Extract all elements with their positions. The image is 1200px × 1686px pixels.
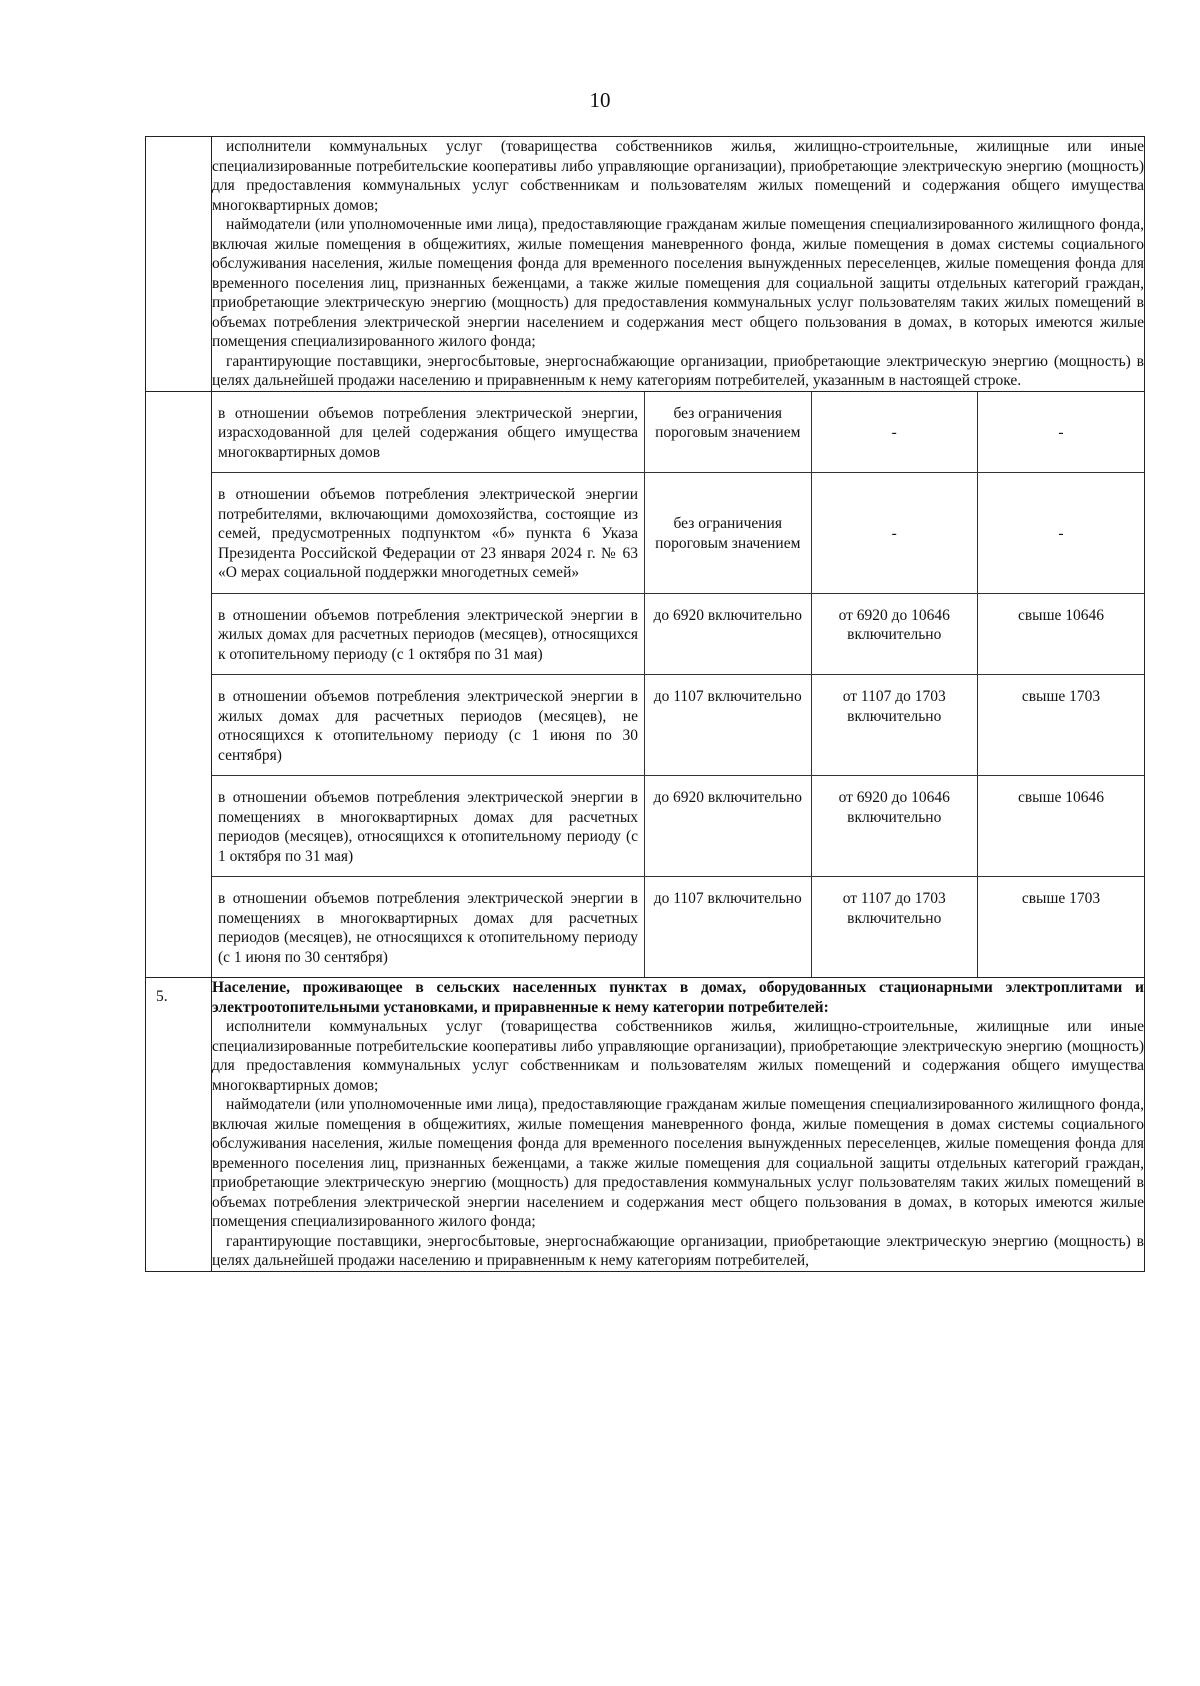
row-description: в отношении объемов потребления электрической энергии в помещениях в многоквартирных домах для расчетных периодов (месяцев), не относящихся к отопительному периоду (с 1 июня по 30 сентября) xyxy=(212,877,645,978)
intro-row xyxy=(146,137,1145,392)
intro-paragraph-3: гарантирующие поставщики, энергосбытовые, энергоснабжающие организации, приобретающие электрическую энергию (мощность) в целях дальнейшей продажи населению и приравненным к нему категориям потребителей, указанным в настоящей строке. xyxy=(212,352,1144,389)
page-number: 10 xyxy=(589,88,611,112)
row-description: в отношении объемов потребления электрической энергии в жилых домах для расчетных периодов (месяцев), не относящихся к отопительному периоду (с 1 июня по 30 сентября) xyxy=(212,675,645,776)
row-description: в отношении объемов потребления электрической энергии, израсходованной для целей содержания общего имущества многоквартирных домов xyxy=(212,392,645,473)
threshold-mid: от 1107 до 1703 включительно xyxy=(811,675,978,776)
threshold-low: до 1107 включительно xyxy=(645,675,812,776)
threshold-low: без ограничения пороговым значением xyxy=(645,473,812,594)
table-row xyxy=(212,675,1144,776)
row-number-cell xyxy=(146,391,212,978)
threshold-low: до 6920 включительно xyxy=(645,593,812,675)
threshold-high: - xyxy=(978,392,1145,473)
consumer-categories-block xyxy=(212,137,1145,392)
row-number-cell xyxy=(146,137,212,392)
item-5-title: Население, проживающее в сельских населенных пунктах в домах, оборудованных стационарными электроплитами и электроотопительными установками, и приравненные к нему категории потребителей: xyxy=(212,979,1144,1016)
threshold-mid: - xyxy=(811,473,978,594)
table-row xyxy=(212,473,1144,594)
threshold-low: до 1107 включительно xyxy=(645,877,812,978)
item-5-row xyxy=(146,978,1145,1272)
threshold-table xyxy=(212,392,1144,978)
threshold-table-cell xyxy=(212,391,1145,978)
row-description: в отношении объемов потребления электрической энергии в помещениях в многоквартирных домах для расчетных периодов (месяцев), относящихся к отопительному периоду (с 1 октября по 31 мая) xyxy=(212,776,645,877)
threshold-high: свыше 1703 xyxy=(978,675,1145,776)
threshold-high: свыше 1703 xyxy=(978,877,1145,978)
row-description: в отношении объемов потребления электрической энергии в жилых домах для расчетных периодов (месяцев), относящихся к отопительному периоду (с 1 октября по 31 мая) xyxy=(212,593,645,675)
table-row xyxy=(212,392,1144,473)
threshold-mid: от 1107 до 1703 включительно xyxy=(811,877,978,978)
item-5-paragraph-2: наймодатели (или уполномоченные ими лица), предоставляющие гражданам жилые помещения специализированного жилищного фонда, включая жилые помещения в общежитиях, жилые помещения маневренного фонда, жилые помещения в домах системы социального обслуживания населения, жилые помещения фонда для временного поселения вынужденных переселенцев, жилые помещения фонда для временного поселения лиц, признанных беженцами, а также жилые помещения для социальной защиты отдельных категорий граждан, приобретающие электрическую энергию (мощность) для предоставления коммунальных услуг пользователям таких жилых помещений в объемах потребления электрической энергии населением и содержания мест общего пользования в домах, в которых имеются жилые помещения специализированного жилого фонда; xyxy=(212,1096,1144,1230)
tariff-table xyxy=(145,136,1145,1272)
item-5-paragraph-1: исполнители коммунальных услуг (товарищества собственников жилья, жилищно-строительные, жилищные или иные специализированные потребительские кооперативы либо управляющие организации), приобретающие электрическую энергию (мощность) для предоставления коммунальных услуг собственникам и пользователям жилых помещений и содержания общего имущества многоквартирных домов; xyxy=(212,1018,1144,1094)
threshold-mid: - xyxy=(811,392,978,473)
intro-paragraph-2: наймодатели (или уполномоченные ими лица), предоставляющие гражданам жилые помещения специализированного жилищного фонда, включая жилые помещения в общежитиях, жилые помещения маневренного фонда, жилые помещения в домах системы социального обслуживания населения, жилые помещения фонда для временного поселения вынужденных переселенцев, жилые помещения фонда для временного поселения лиц, признанных беженцами, а также жилые помещения для социальной защиты отдельных категорий граждан, приобретающие электрическую энергию (мощность) для предоставления коммунальных услуг пользователям таких жилых помещений в объемах потребления электрической энергии населением и содержания мест общего пользования в домах, в которых имеются жилые помещения специализированного жилого фонда; xyxy=(212,216,1144,350)
threshold-low: до 6920 включительно xyxy=(645,776,812,877)
threshold-high: - xyxy=(978,473,1145,594)
row-description: в отношении объемов потребления электрической энергии потребителями, включающими домохозяйства, состоящие из семей, предусмотренных подпунктом «б» пункта 6 Указа Президента Российской Федерации от 23 января 2024 г. № 63 «О мерах социальной поддержки многодетных семей» xyxy=(212,473,645,594)
threshold-low: без ограничения пороговым значением xyxy=(645,392,812,473)
threshold-high: свыше 10646 xyxy=(978,776,1145,877)
threshold-mid: от 6920 до 10646 включительно xyxy=(811,593,978,675)
table-row xyxy=(212,877,1144,978)
threshold-rows xyxy=(146,391,1145,978)
threshold-mid: от 6920 до 10646 включительно xyxy=(811,776,978,877)
item-5-paragraph-3: гарантирующие поставщики, энергосбытовые, энергоснабжающие организации, приобретающие электрическую энергию (мощность) в целях дальнейшей продажи населению и приравненным к нему категориям потребителей, xyxy=(212,1232,1144,1269)
table-row xyxy=(212,776,1144,877)
item-5-content xyxy=(212,978,1145,1272)
table-row xyxy=(212,593,1144,675)
intro-paragraph-1: исполнители коммунальных услуг (товарищества собственников жилья, жилищно-строительные, жилищные или иные специализированные потребительские кооперативы либо управляющие организации), приобретающие электрическую энергию (мощность) для предоставления коммунальных услуг собственникам и пользователям жилых помещений и содержания общего имущества многоквартирных домов; xyxy=(212,138,1144,214)
item-number: 5. xyxy=(146,978,212,1272)
threshold-high: свыше 10646 xyxy=(978,593,1145,675)
